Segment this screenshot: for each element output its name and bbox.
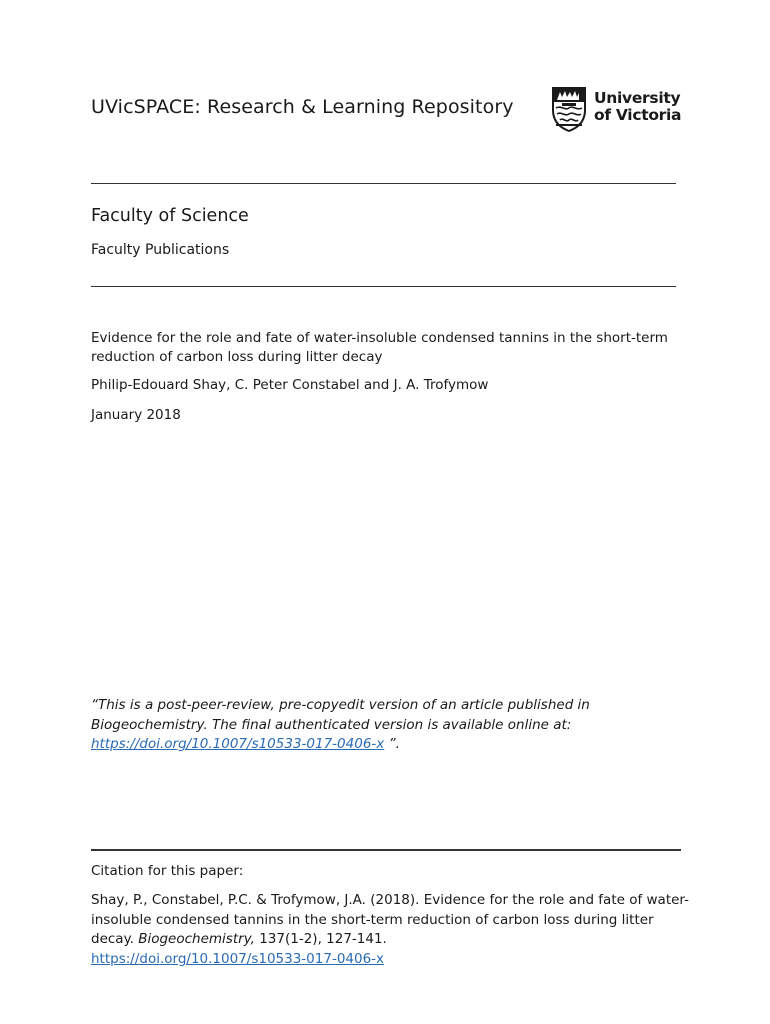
logo-wordmark bbox=[594, 90, 681, 124]
logo-line-university: University bbox=[594, 89, 681, 107]
version-note-closing: ”. bbox=[384, 736, 400, 752]
citation-journal: Biogeochemistry, bbox=[138, 931, 255, 947]
article-date: January 2018 bbox=[91, 407, 181, 423]
separator-rule bbox=[91, 286, 676, 287]
citation-volume-pages: 137(1-2), 127-141. bbox=[254, 931, 387, 947]
citation-text: Shay, P., Constabel, P.C. & Trofymow, J.A. (2018). Evidence for the role and fate of water-insoluble condensed tannins in the short-term reduction of carbon loss during litter decay. bbox=[91, 892, 689, 947]
version-note-text: “This is a post-peer-review, pre-copyedit version of an article published in Biogeochemistry. The final authenticated version is available online at: bbox=[91, 697, 590, 733]
repository-title: UVicSPACE: Research & Learning Repository bbox=[91, 96, 514, 118]
citation-label: Citation for this paper: bbox=[91, 863, 244, 879]
logo-line-of-victoria: of Victoria bbox=[594, 106, 682, 124]
university-crest-icon bbox=[551, 86, 587, 132]
separator-rule bbox=[91, 183, 676, 184]
version-note bbox=[91, 696, 651, 755]
citation-block bbox=[91, 891, 691, 969]
citation-doi-link[interactable]: https://doi.org/10.1007/s10533-017-0406-x bbox=[91, 950, 385, 967]
faculty-name: Faculty of Science bbox=[91, 206, 249, 226]
article-authors: Philip-Edouard Shay, C. Peter Constabel and J. A. Trofymow bbox=[91, 377, 489, 393]
version-note-doi-link[interactable]: https://doi.org/10.1007/s10533-017-0406-x bbox=[91, 736, 385, 752]
faculty-collection: Faculty Publications bbox=[91, 242, 230, 258]
article-title: Evidence for the role and fate of water-insoluble condensed tannins in the short-term reduction of carbon loss during litter decay bbox=[91, 330, 668, 365]
citation-divider bbox=[91, 849, 681, 851]
university-logo bbox=[551, 86, 681, 134]
